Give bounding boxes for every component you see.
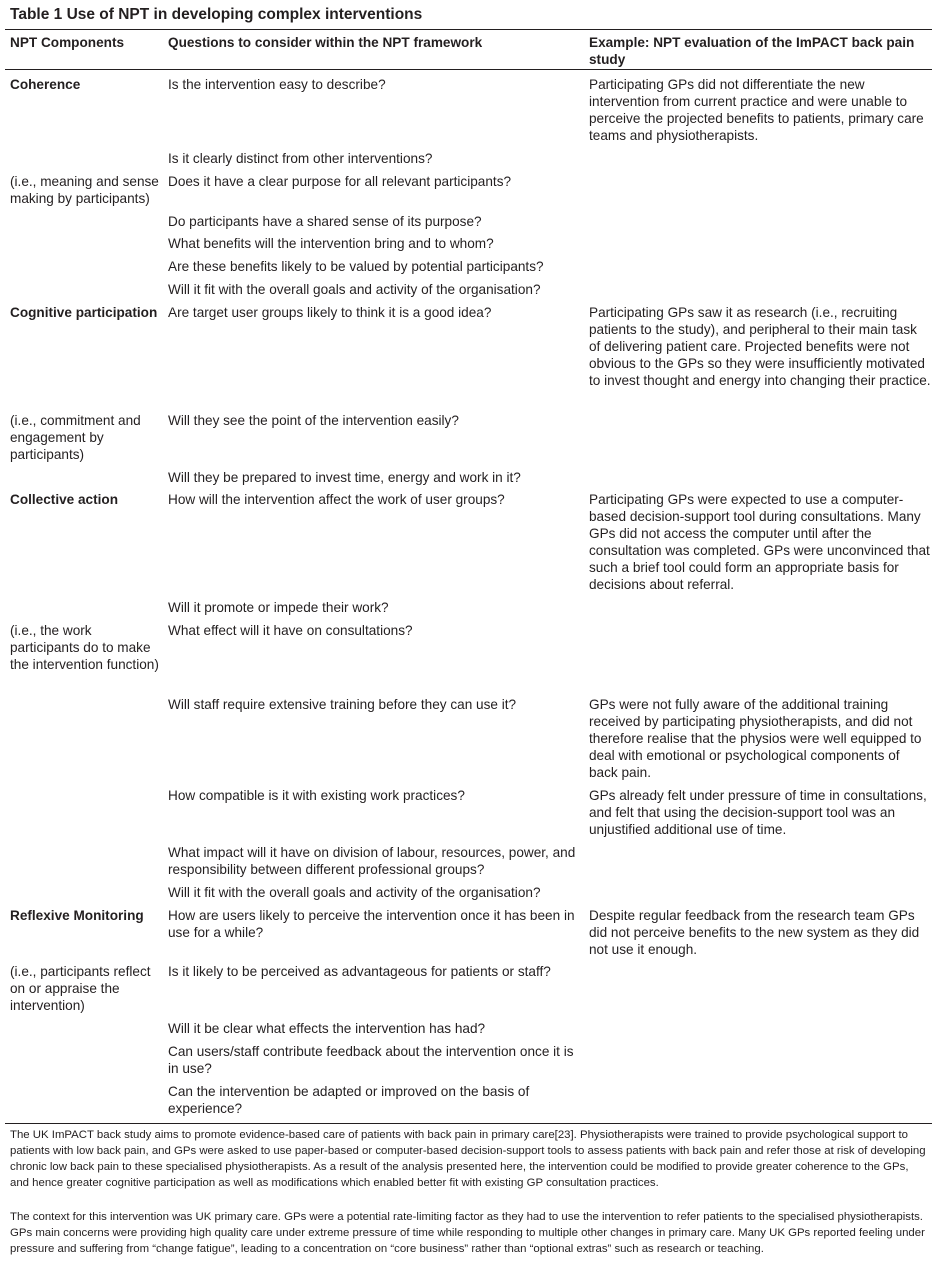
example-3: Participating GPs were expected to use a computer-based decision-support tool during consultations. Many GPs did not access the computer until after the consultation was completed. GPs were unconvinced that such a brief tool could form an appropriate basis for decisions about referral. bbox=[589, 492, 930, 592]
header-example: Example: NPT evaluation of the ImPACT back pain study bbox=[589, 35, 915, 67]
question-17: Will it fit with the overall goals and activity of the organisation? bbox=[168, 885, 541, 900]
table-title: Table 1 Use of NPT in developing complex interventions bbox=[10, 6, 423, 23]
example-4: GPs were not fully aware of the additional training received by participating physiotherapists, and did not therefore realise that the physios were well equipped to deal with emotional or psychological components of back pain. bbox=[589, 697, 922, 780]
question-2: Is it clearly distinct from other interventions? bbox=[168, 151, 433, 166]
component-cognitive-participation: Cognitive participation bbox=[10, 305, 158, 320]
question-8: Are target user groups likely to think it is a good idea? bbox=[168, 305, 492, 320]
example-2: Participating GPs saw it as research (i.e., recruiting patients to the study), and peripheral to their main task of delivering patient care. Projected benefits were not obvious to the GPs so they were insufficiently motivated to invest thought and energy into changing their practice. bbox=[589, 305, 931, 388]
component-coherence-description: (i.e., meaning and sense making by participants) bbox=[10, 174, 159, 206]
question-6: Are these benefits likely to be valued by potential participants? bbox=[168, 259, 544, 274]
question-5: What benefits will the intervention bring and to whom? bbox=[168, 236, 494, 251]
example-1: Participating GPs did not differentiate the new intervention from current practice and were unable to perceive the projected benefits to patients, primary care teams and physiotherapists. bbox=[589, 77, 924, 143]
question-19: Is it likely to be perceived as advantageous for patients or staff? bbox=[168, 964, 551, 979]
question-20: Will it be clear what effects the intervention has had? bbox=[168, 1021, 486, 1036]
question-18: How are users likely to perceive the intervention once it has been in use for a while? bbox=[168, 908, 575, 940]
question-13: What effect will it have on consultations? bbox=[168, 623, 413, 638]
component-collective-action: Collective action bbox=[10, 492, 119, 507]
question-11: How will the intervention affect the work of user groups? bbox=[168, 492, 505, 507]
component-coherence: Coherence bbox=[10, 77, 81, 92]
component-reflexive-monitoring-description: (i.e., participants reflect on or appraise the intervention) bbox=[10, 964, 151, 1013]
question-12: Will it promote or impede their work? bbox=[168, 600, 389, 615]
example-5: GPs already felt under pressure of time in consultations, and felt that using the decision-support tool was an unjustified additional use of time. bbox=[589, 788, 927, 837]
question-22: Can the intervention be adapted or improved on the basis of experience? bbox=[168, 1084, 530, 1116]
question-9: Will they see the point of the intervention easily? bbox=[168, 413, 459, 428]
question-1: Is the intervention easy to describe? bbox=[168, 77, 386, 92]
question-21: Can users/staff contribute feedback about the intervention once it is in use? bbox=[168, 1044, 574, 1076]
header-npt-components: NPT Components bbox=[10, 35, 125, 50]
footnote-1: The UK ImPACT back study aims to promote evidence-based care of patients with back pain in primary care[23]. Physiotherapists were trained to provide psychological support to patients with low back pain, and GPs were asked to use paper-based or computer-based decision-support tools to assess patients with back pain and refer those at risk of developing chronic low back pain to these specialised physiotherapists. As a result of the analysis presented here, the intervention could be modified to provide greater coherence to the GPs, and hence greater cognitive participation as well as modifications which enabled better fit with existing GP consultation practices. bbox=[10, 1129, 926, 1189]
question-3: Does it have a clear purpose for all relevant participants? bbox=[168, 174, 512, 189]
component-collective-action-description: (i.e., the work participants do to make the intervention function) bbox=[10, 623, 159, 672]
example-6: Despite regular feedback from the research team GPs did not perceive benefits to the new system as they did not use it enough. bbox=[589, 908, 920, 957]
top-rule bbox=[5, 29, 932, 30]
question-16: What impact will it have on division of labour, resources, power, and responsibility between different professional groups? bbox=[168, 845, 576, 877]
question-7: Will it fit with the overall goals and activity of the organisation? bbox=[168, 282, 541, 297]
question-14: Will staff require extensive training before they can use it? bbox=[168, 697, 517, 712]
bottom-rule bbox=[5, 1123, 932, 1124]
component-reflexive-monitoring: Reflexive Monitoring bbox=[10, 908, 144, 923]
question-4: Do participants have a shared sense of its purpose? bbox=[168, 214, 482, 229]
header-rule bbox=[5, 69, 932, 70]
component-cognitive-participation-description: (i.e., commitment and engagement by participants) bbox=[10, 413, 141, 462]
question-10: Will they be prepared to invest time, energy and work in it? bbox=[168, 470, 521, 485]
footnote-2: The context for this intervention was UK primary care. GPs were a potential rate-limiting factor as they had to use the intervention to refer patients to the specialised physiotherapists. GPs main concerns were providing high quality care under extreme pressure of time while responding to multiple other changes in primary care. Many UK GPs reported feeling under pressure and suffering from “change fatigue”, leading to a concentration on “core business” rather than “optional extras” such as research or teaching. bbox=[10, 1211, 925, 1255]
header-questions: Questions to consider within the NPT framework bbox=[168, 35, 483, 50]
question-15: How compatible is it with existing work practices? bbox=[168, 788, 465, 803]
